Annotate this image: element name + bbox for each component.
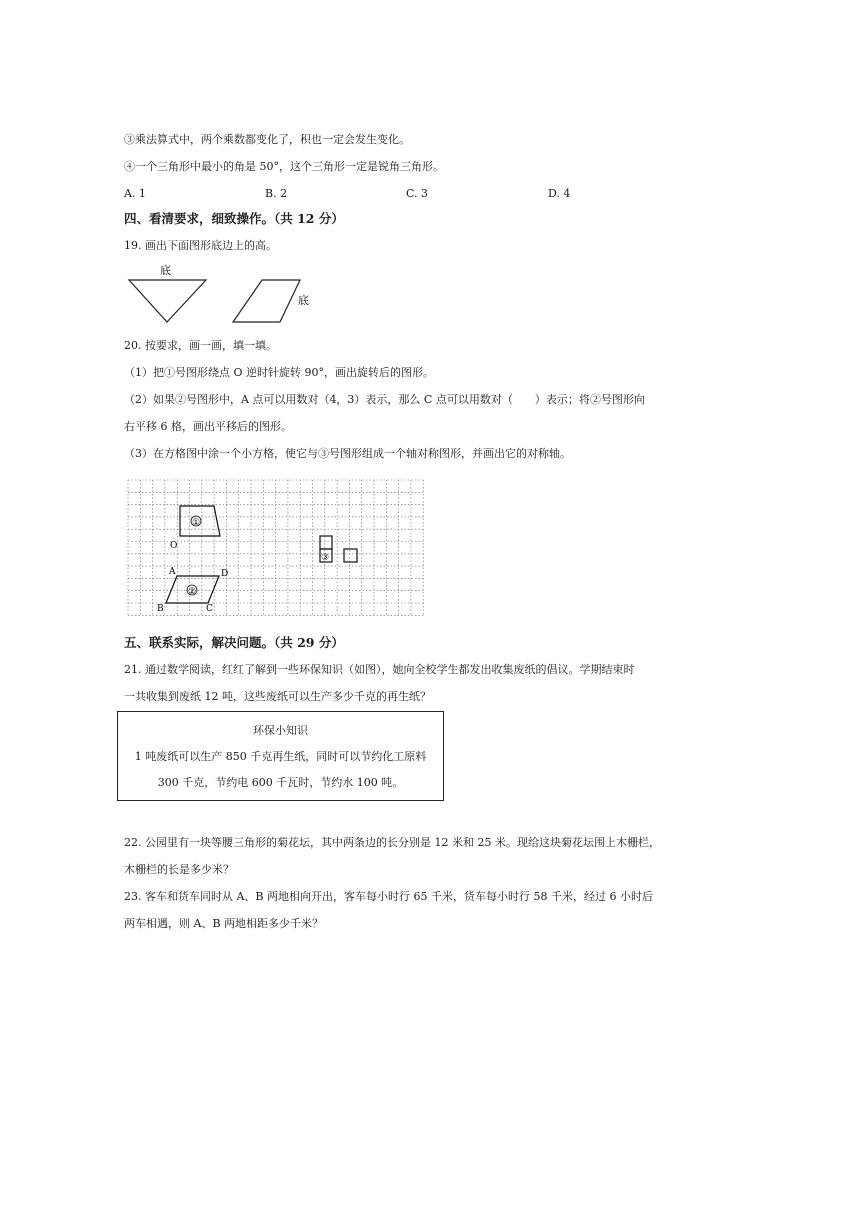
section-4-heading: 四、看清要求，细致操作。（共 12 分） [124,211,344,226]
q23-line1: 23. 客车和货车同时从 A、B 两地相向开出，客车每小时行 65 千米，货车每小时行 58 千米，经过 6 小时后 [124,890,653,903]
point-b-label: B [157,604,164,614]
q22-line1: 22. 公园里有一块等腰三角形的菊花坛，其中两条边的长分别是 12 米和 25 米。现给这块菊花坛围上木栅栏， [124,836,660,849]
shape-1-label: ① [192,518,201,528]
triangle-shape [129,280,206,322]
option-d: D. 4 [548,187,571,200]
option-b: B. 2 [265,187,288,200]
q22-line2: 木栅栏的长是多少米？ [124,863,234,876]
shape-3-square-right [344,549,357,562]
eco-tip-title: 环保小知识 [253,724,308,737]
q20-text: 20. 按要求，画一画，填一填。 [124,339,277,352]
q19-figures [120,258,330,330]
shape-3-square-top [320,536,332,549]
parallelogram-base-label: 底 [298,294,309,307]
q20-part1: （1）把①号图形绕点 O 逆时针旋转 90°，画出旋转后的图形。 [124,366,435,379]
eco-tip-box [117,711,444,801]
option-a: A. 1 [124,187,146,200]
q20-part2-line2: 右平移 6 格，画出平移后的图形。 [124,420,292,433]
point-a-label: A [169,567,176,577]
q21-line2: 一共收集到废纸 12 吨，这些废纸可以生产多少千克的再生纸？ [124,690,431,703]
point-o-label: O [170,541,178,551]
q20-part2-line1: （2）如果②号图形中，A 点可以用数对（4，3）表示，那么 C 点可以用数对（ ）表示；将②号图形向 [124,393,645,406]
q20-part3: （3）在方格图中涂一个小方格，使它与③号图形组成一个轴对称图形，并画出它的对称轴。 [124,447,571,460]
statement-3: ③乘法算式中，两个乘数都变化了，积也一定会发生变化。 [124,133,410,146]
q19-text: 19. 画出下面图形底边上的高。 [124,239,277,252]
shape-3-label: ③ [321,553,330,563]
q23-line2: 两车相遇，则 A、B 两地相距多少千米？ [124,917,324,930]
point-d-label: D [221,569,229,579]
eco-tip-line1: 1 吨废纸可以生产 850 千克再生纸，同时可以节约化工原料 [134,750,427,763]
triangle-base-label: 底 [160,264,171,277]
q20-grid-figure [124,476,424,622]
statement-4: ④一个三角形中最小的角是 50°，这个三角形一定是锐角三角形。 [124,160,444,173]
option-c: C. 3 [406,187,429,200]
shape-2-label: ② [188,587,197,597]
eco-tip-line2: 300 千克，节约电 600 千瓦时，节约水 100 吨。 [157,776,404,789]
q21-line1: 21. 通过数学阅读，红红了解到一些环保知识（如图），她向全校学生都发出收集废纸的倡议。学期结束时 [124,663,635,676]
parallelogram-shape [233,280,300,322]
point-c-label: C [206,604,213,614]
section-5-heading: 五、联系实际，解决问题。（共 29 分） [124,635,344,650]
